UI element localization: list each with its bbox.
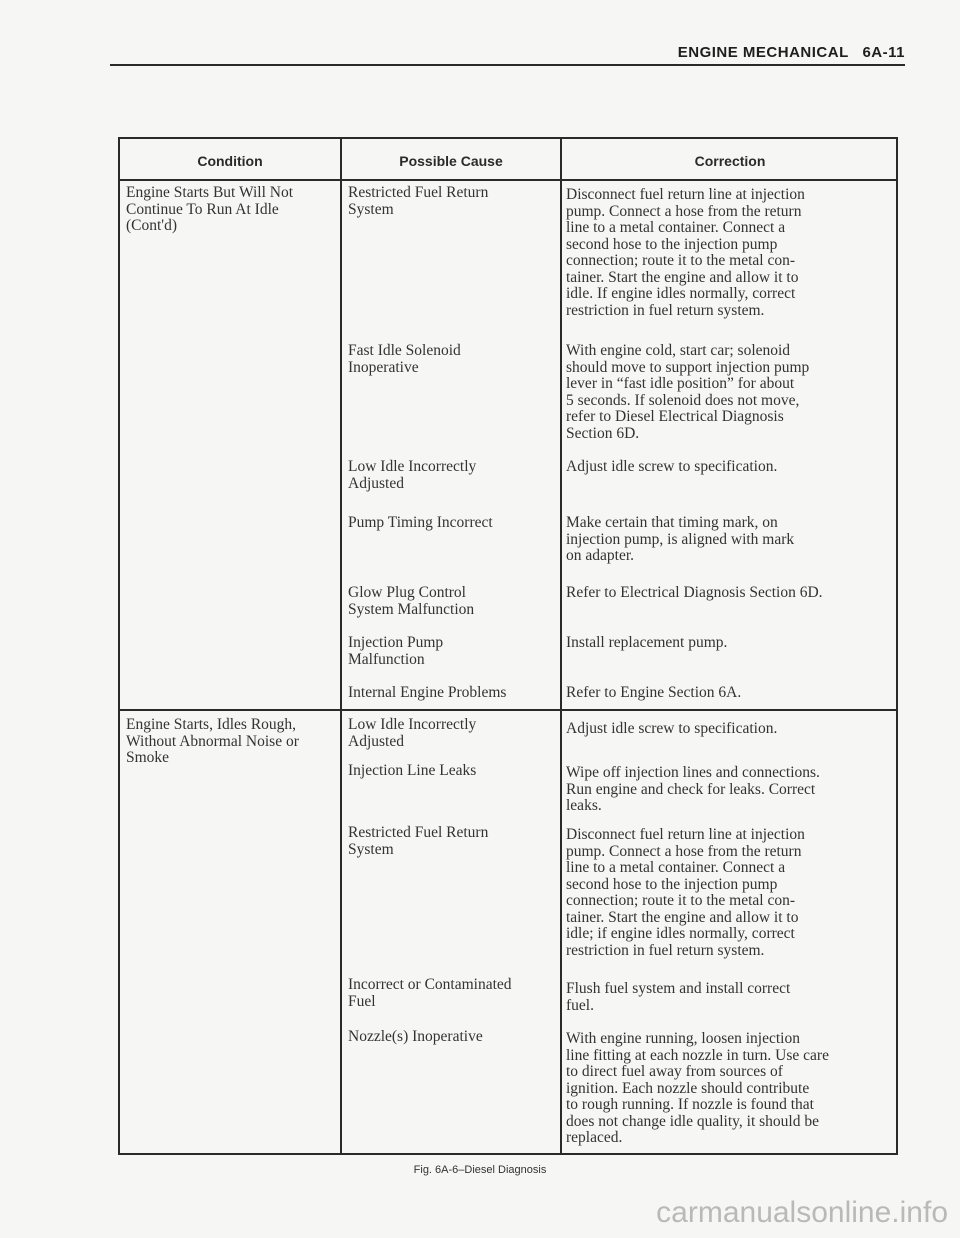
header-divider: [120, 179, 896, 181]
cause-cell: Pump Timing Incorrect: [348, 514, 493, 531]
correction-cell: Refer to Engine Section 6A.: [566, 684, 742, 701]
correction-cell: Make certain that timing mark, on injection pump, is aligned with mark on adapter.: [566, 514, 795, 564]
cause-cell: Injection Pump Malfunction: [348, 634, 444, 668]
condition-cell: Engine Starts, Idles Rough, Without Abnormal Noise or Smoke: [126, 716, 299, 766]
header-possible-cause: Possible Cause: [399, 153, 503, 169]
watermark: carmanualsonline.info: [656, 1196, 948, 1229]
correction-cell: Adjust idle screw to specification.: [566, 458, 778, 475]
correction-cell: Disconnect fuel return line at injection pump. Connect a hose from the return line to a metal container. Connect a second hose to the injection pump connection; route it to the metal con- tainer. Start the engine and allow it to idle; if engine idles normally, correct restriction in fuel return system.: [566, 826, 805, 959]
cause-cell: Restricted Fuel Return System: [348, 824, 489, 858]
correction-cell: With engine running, loosen injection line fitting at each nozzle in turn. Use care to direct fuel away from sources of ignition. Each nozzle should contribute to rough running. If nozzle is found that does not change idle quality, it should be replaced.: [566, 1030, 829, 1146]
cause-cell: Nozzle(s) Inoperative: [348, 1028, 483, 1045]
correction-cell: Adjust idle screw to specification.: [566, 720, 778, 737]
column-divider: [560, 139, 562, 1153]
row-divider: [120, 709, 896, 711]
cause-cell: Glow Plug Control System Malfunction: [348, 584, 475, 618]
cause-cell: Low Idle Incorrectly Adjusted: [348, 716, 477, 750]
cause-cell: Injection Line Leaks: [348, 762, 477, 779]
figure-caption: Fig. 6A-6–Diesel Diagnosis: [413, 1164, 547, 1176]
cause-cell: Fast Idle Solenoid Inoperative: [348, 342, 461, 376]
correction-cell: With engine cold, start car; solenoid should move to support injection pump lever in “fast idle position” for about 5 seconds. If solenoid does not move, refer to Diesel Electrical Diagnosis Section 6D.: [566, 342, 810, 442]
header-correction: Correction: [694, 153, 766, 169]
header-condition: Condition: [197, 153, 263, 169]
correction-cell: Disconnect fuel return line at injection pump. Connect a hose from the return line to a metal container. Connect a second hose to the injection pump connection; route it to the metal con- tainer. Start the engine and allow it to idle. If engine idles normally, correct restriction in fuel return system.: [566, 186, 805, 319]
cause-cell: Incorrect or Contaminated Fuel: [348, 976, 512, 1010]
diagnosis-table: [118, 137, 898, 1155]
cause-cell: Internal Engine Problems: [348, 684, 507, 701]
correction-cell: Wipe off injection lines and connections. Run engine and check for leaks. Correct leaks.: [566, 764, 820, 814]
column-divider: [340, 139, 342, 1153]
header-rule: [110, 64, 905, 66]
correction-cell: Refer to Electrical Diagnosis Section 6D.: [566, 584, 823, 601]
cause-cell: Low Idle Incorrectly Adjusted: [348, 458, 477, 492]
page-header: ENGINE MECHANICAL 6A-11: [677, 44, 905, 61]
cause-cell: Restricted Fuel Return System: [348, 184, 489, 218]
correction-cell: Install replacement pump.: [566, 634, 728, 651]
correction-cell: Flush fuel system and install correct fuel.: [566, 980, 791, 1014]
condition-cell: Engine Starts But Will Not Continue To Run At Idle (Cont'd): [126, 184, 294, 234]
